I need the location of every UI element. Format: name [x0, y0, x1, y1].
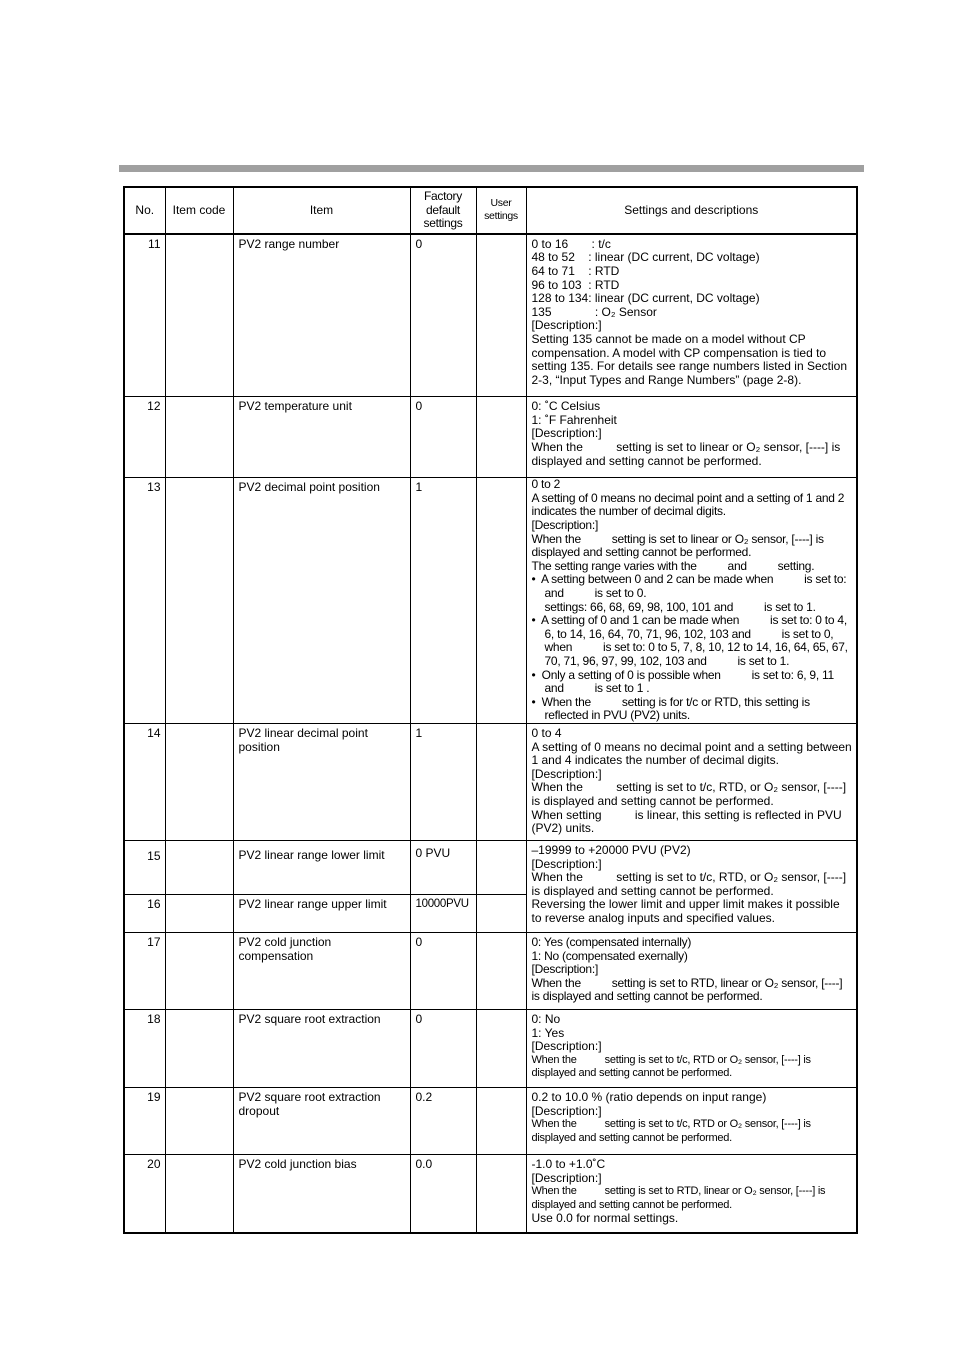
- item-name: PV2 square root extraction dropout: [233, 1087, 410, 1154]
- user-setting-cell: [476, 894, 526, 932]
- col-item-code-header: Item code: [165, 187, 233, 234]
- item-name: PV2 linear range upper limit: [233, 894, 410, 932]
- user-setting-cell: [476, 1154, 526, 1233]
- factory-default-value: 0: [410, 234, 476, 397]
- table-row: [124, 840, 857, 894]
- item-code-cell: [165, 478, 233, 724]
- user-setting-cell: [476, 1009, 526, 1087]
- row-number: 15: [124, 840, 165, 894]
- col-no-header: No.: [124, 187, 165, 234]
- user-setting-cell: [476, 840, 526, 894]
- item-code-cell: [165, 1154, 233, 1233]
- table-row: [124, 478, 857, 724]
- row-number: 14: [124, 723, 165, 840]
- factory-default-value: 0 PVU: [410, 840, 476, 894]
- section-rule: [119, 165, 864, 172]
- settings-description: 0: Yes (compensated internally) 1: No (compensated exernally) [Description:] When the setting is set to RTD, linear or O₂ sensor, [----] is displayed and setting cannot be performed.: [526, 932, 857, 1009]
- row-number: 17: [124, 932, 165, 1009]
- table-row: [124, 397, 857, 478]
- settings-description: 0: No 1: Yes [Description:] When the setting is set to t/c, RTD or O₂ sensor, [----] is displayed and setting cannot be performed.: [526, 1009, 857, 1087]
- user-setting-cell: [476, 723, 526, 840]
- item-name: PV2 square root extraction: [233, 1009, 410, 1087]
- factory-default-value: 0.0: [410, 1154, 476, 1233]
- item-name: PV2 linear range lower limit: [233, 840, 410, 894]
- row-number: 16: [124, 894, 165, 932]
- table-row: [124, 1087, 857, 1154]
- settings-description: -1.0 to +1.0˚C [Description:] When the setting is set to RTD, linear or O₂ sensor, [----] is displayed and setting cannot be performed. Use 0.0 for normal settings.: [526, 1154, 857, 1233]
- user-setting-cell: [476, 397, 526, 478]
- item-code-cell: [165, 1087, 233, 1154]
- col-item-header: Item: [233, 187, 410, 234]
- row-number: 11: [124, 234, 165, 397]
- row-number: 19: [124, 1087, 165, 1154]
- user-setting-cell: [476, 478, 526, 724]
- factory-default-value: 0.2: [410, 1087, 476, 1154]
- col-factory-default-header: Factory default settings: [410, 187, 476, 234]
- settings-description: 0.2 to 10.0 % (ratio depends on input range) [Description:] When the setting is set to t/c, RTD or O₂ sensor, [----] is displayed and setting cannot be performed.: [526, 1087, 857, 1154]
- item-name: PV2 decimal point position: [233, 478, 410, 724]
- user-setting-cell: [476, 1087, 526, 1154]
- row-number: 20: [124, 1154, 165, 1233]
- factory-default-value: 0: [410, 1009, 476, 1087]
- table-row: [124, 234, 857, 397]
- item-code-cell: [165, 894, 233, 932]
- table-row: [124, 1154, 857, 1233]
- user-setting-cell: [476, 234, 526, 397]
- item-name: PV2 cold junction compensation: [233, 932, 410, 1009]
- factory-default-value: 0: [410, 397, 476, 478]
- col-settings-header: Settings and descriptions: [526, 187, 857, 234]
- row-number: 18: [124, 1009, 165, 1087]
- item-code-cell: [165, 397, 233, 478]
- factory-default-value: 0: [410, 932, 476, 1009]
- item-name: PV2 range number: [233, 234, 410, 397]
- table-header-row: [124, 187, 857, 234]
- item-code-cell: [165, 840, 233, 894]
- table-row: [124, 932, 857, 1009]
- table-row: [124, 1009, 857, 1087]
- table-row: [124, 723, 857, 840]
- settings-description: 0: ˚C Celsius 1: ˚F Fahrenheit [Description:] When the setting is set to linear or O₂ sensor, [----] is displayed and setting cannot be performed.: [526, 397, 857, 478]
- item-code-cell: [165, 234, 233, 397]
- item-code-cell: [165, 932, 233, 1009]
- item-name: PV2 cold junction bias: [233, 1154, 410, 1233]
- factory-default-value: 1: [410, 723, 476, 840]
- item-name: PV2 temperature unit: [233, 397, 410, 478]
- item-code-cell: [165, 723, 233, 840]
- row-number: 12: [124, 397, 165, 478]
- settings-description: 0 to 2 A setting of 0 means no decimal point and a setting of 1 and 2 indicates the number of decimal digits. [Description:] When the setting is set to linear or O₂ sensor, [----] is displayed and setting cannot be performed. The setting range varies with the and setting. • A setting between 0 and 2 can be made when is set to: and is set to 0. settings: 66, 68, 69, 98, 100, 101 and is set to 1. • A setting of 0 and 1 can be made when is set to: 0 to 4, 6, to 14, 16, 64, 70, 71, 96, 102, 103 and is set to 0, when is set to: 0 to 5, 7, 8, 10, 12 to 14, 16, 64, 65, 67, 70, 71, 96, 97, 99, 102, 103 and is set to 1. • Only a setting of 0 is possible when is set to: 6, 9, 11 and is set to 1 . • When the setting is for t/c or RTD, this setting is reflected in PVU (PV2) units.: [526, 478, 857, 724]
- col-user-settings-header: User settings: [476, 187, 526, 234]
- row-number: 13: [124, 478, 165, 724]
- settings-table: [123, 186, 858, 1234]
- settings-description: –19999 to +20000 PVU (PV2) [Description:] When the setting is set to t/c, RTD, or O₂ sensor, [----] is displayed and setting cannot be performed. Reversing the lower limit and upper limit makes it possible to reverse analog inputs and specified values.: [526, 840, 857, 932]
- factory-default-value: 10000PVU: [410, 894, 476, 932]
- settings-description: 0 to 16 : t/c 48 to 52 : linear (DC current, DC voltage) 64 to 71 : RTD 96 to 103 : RTD 128 to 134: linear (DC current, DC voltage) 135 : O₂ Sensor [Description:] Setting 135 cannot be made on a model without CP compensation. A model with CP compensation is tied to setting 135. For details see range numbers listed in Section 2-3, “Input Types and Range Numbers” (page 2-8).: [526, 234, 857, 397]
- item-name: PV2 linear decimal point position: [233, 723, 410, 840]
- factory-default-value: 1: [410, 478, 476, 724]
- settings-description: 0 to 4 A setting of 0 means no decimal point and a setting between 1 and 4 indicates the number of decimal digits. [Description:] When the setting is set to t/c, RTD, or O₂ sensor, [----] is displayed and setting cannot be performed. When setting is linear, this setting is reflected in PVU (PV2) units.: [526, 723, 857, 840]
- user-setting-cell: [476, 932, 526, 1009]
- item-code-cell: [165, 1009, 233, 1087]
